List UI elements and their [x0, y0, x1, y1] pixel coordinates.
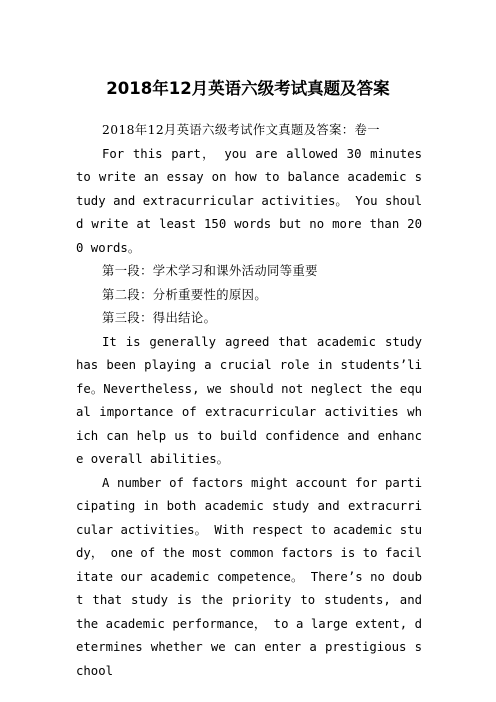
paragraph-outline-2: 第二段：分析重要性的原因。	[102, 287, 268, 302]
paragraph-instructions: For this part， you are allowed 30 minutes to write an essay on how to balance academic study and extracurricular activities。 You should write at least 150 words but no more than 200 words。	[76, 146, 422, 255]
document-subtitle: 2018年12月英语六级考试作文真题及答案：卷一	[102, 123, 380, 137]
paragraph-outline-1: 第一段：学术学习和课外活动同等重要	[102, 264, 318, 278]
document-title: 2018年12月英语六级考试真题及答案	[106, 79, 390, 98]
document-body	[76, 119, 422, 683]
paragraph-essay-1: It is generally agreed that academic study has been playing a crucial role in students’life。Nevertheless, we should not neglect the equal importance of extracurricular activities which can help us to build confidence and enhance overall abilities。	[76, 334, 422, 466]
paragraph-essay-2: A number of factors might account for participating in both academic study and extracurricular activities。 With respect to academic study， one of the most common factors is to facilitate our academic competence。 There’s no doubt that study is the priority to students, and the academic performance， to a large extent, determines whether we can enter a prestigious school	[76, 475, 422, 678]
paragraph-outline-3: 第三段：得出结论。	[102, 311, 217, 325]
